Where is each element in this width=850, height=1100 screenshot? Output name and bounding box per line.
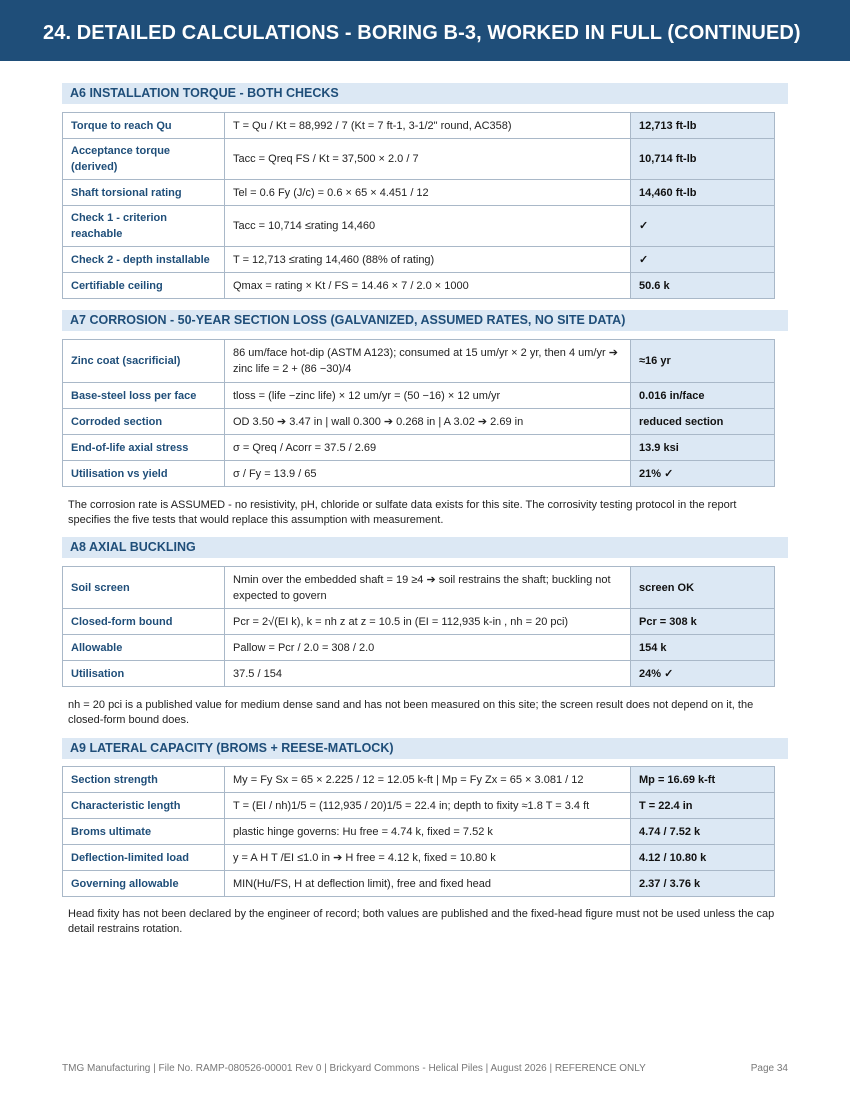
- row-result: 10,714 ft-lb: [631, 139, 775, 180]
- row-result: 2.37 / 3.76 k: [631, 871, 775, 897]
- row-label: Corroded section: [63, 409, 225, 435]
- corrosion-note: The corrosion rate is ASSUMED - no resistivity, pH, chloride or sulfate data exists for this site. The corrosivity testing protocol in the report specifies the five tests that would replace this assumption with measurement.: [68, 499, 737, 526]
- table-a7-corrosion: [62, 339, 775, 487]
- row-label: Check 2 - depth installable: [63, 247, 225, 273]
- row-result: reduced section: [631, 409, 775, 435]
- row-result: Pcr = 308 k: [631, 609, 775, 635]
- row-calculation: Pcr = 2√(EI k), k = nh z at z = 10.5 in (EI = 112,935 k-in , nh = 20 pci): [225, 609, 631, 635]
- row-label: Soil screen: [63, 567, 225, 609]
- table-row: [63, 139, 775, 180]
- table-row: [63, 180, 775, 206]
- row-calculation: 37.5 / 154: [225, 661, 631, 687]
- row-calculation: Tacc = Qreq FS / Kt = 37,500 × 2.0 / 7: [225, 139, 631, 180]
- check-mark-icon: ✓: [631, 206, 775, 247]
- row-label: Utilisation: [63, 661, 225, 687]
- table-a8-axial-buckling: [62, 566, 775, 687]
- row-calculation: plastic hinge governs: Hu free = 4.74 k, fixed = 7.52 k: [225, 819, 631, 845]
- table-row: [63, 383, 775, 409]
- row-calculation: Pallow = Pcr / 2.0 = 308 / 2.0: [225, 635, 631, 661]
- page-title: 24. DETAILED CALCULATIONS - BORING B-3, WORKED IN FULL (CONTINUED): [43, 22, 801, 44]
- buckling-note: nh = 20 pci is a published value for medium dense sand and has not been measured on this site; the screen result does not depend on it, the closed-form bound does.: [68, 699, 754, 726]
- row-calculation: T = Qu / Kt = 88,992 / 7 (Kt = 7 ft-1, 3-1/2" round, AC358): [225, 113, 631, 139]
- table-row: [63, 247, 775, 273]
- table-row: [63, 461, 775, 487]
- row-calculation: σ = Qreq / Acorr = 37.5 / 2.69: [225, 435, 631, 461]
- row-result: 14,460 ft-lb: [631, 180, 775, 206]
- table-row: [63, 845, 775, 871]
- row-result: 50.6 k: [631, 273, 775, 299]
- table-row: [63, 409, 775, 435]
- row-result: screen OK: [631, 567, 775, 609]
- table-row: [63, 340, 775, 383]
- row-calculation: My = Fy Sx = 65 × 2.225 / 12 = 12.05 k-ft | Mp = Fy Zx = 65 × 3.081 / 12: [225, 767, 631, 793]
- row-result: 12,713 ft-lb: [631, 113, 775, 139]
- table-row: [63, 567, 775, 609]
- row-result: 154 k: [631, 635, 775, 661]
- section-heading-a7: A7 CORROSION - 50-YEAR SECTION LOSS (GALVANIZED, ASSUMED RATES, NO SITE DATA): [62, 310, 788, 331]
- table-row: [63, 435, 775, 461]
- row-label: End-of-life axial stress: [63, 435, 225, 461]
- table-a9-lateral-capacity: [62, 766, 775, 897]
- table-row: [63, 767, 775, 793]
- check-mark-icon: ✓: [631, 247, 775, 273]
- section-heading-a8: A8 AXIAL BUCKLING: [62, 537, 788, 558]
- row-label: Shaft torsional rating: [63, 180, 225, 206]
- row-label: Closed-form bound: [63, 609, 225, 635]
- row-label: Acceptance torque (derived): [63, 139, 225, 180]
- row-label: Check 1 - criterion reachable: [63, 206, 225, 247]
- lateral-note: Head fixity has not been declared by the engineer of record; both values are published and the fixed-head figure must not be used unless the cap detail restrains rotation.: [68, 908, 775, 935]
- row-label: Broms ultimate: [63, 819, 225, 845]
- row-label: Section strength: [63, 767, 225, 793]
- row-result: ≈16 yr: [631, 340, 775, 383]
- row-label: Governing allowable: [63, 871, 225, 897]
- row-result: 4.12 / 10.80 k: [631, 845, 775, 871]
- row-calculation: Tacc = 10,714 ≤rating 14,460: [225, 206, 631, 247]
- table-row: [63, 113, 775, 139]
- row-calculation: σ / Fy = 13.9 / 65: [225, 461, 631, 487]
- table-row: [63, 635, 775, 661]
- row-label: Base-steel loss per face: [63, 383, 225, 409]
- table-row: [63, 661, 775, 687]
- row-calculation: 86 um/face hot-dip (ASTM A123); consumed at 15 um/yr × 2 yr, then 4 um/yr ➔ zinc life = 2 + (86 −30)/4: [225, 340, 631, 383]
- row-result: T = 22.4 in: [631, 793, 775, 819]
- row-calculation: T = 12,713 ≤rating 14,460 (88% of rating): [225, 247, 631, 273]
- table-row: [63, 793, 775, 819]
- row-label: Certifiable ceiling: [63, 273, 225, 299]
- row-label: Torque to reach Qu: [63, 113, 225, 139]
- row-result: 21% ✓: [631, 461, 775, 487]
- row-calculation: OD 3.50 ➔ 3.47 in | wall 0.300 ➔ 0.268 in | A 3.02 ➔ 2.69 in: [225, 409, 631, 435]
- section-heading-a6: A6 INSTALLATION TORQUE - BOTH CHECKS: [62, 83, 788, 104]
- section-heading-a9: A9 LATERAL CAPACITY (BROMS + REESE-MATLOCK): [62, 738, 788, 759]
- row-label: Allowable: [63, 635, 225, 661]
- row-label: Deflection-limited load: [63, 845, 225, 871]
- row-calculation: Qmax = rating × Kt / FS = 14.46 × 7 / 2.0 × 1000: [225, 273, 631, 299]
- table-row: [63, 609, 775, 635]
- row-result: Mp = 16.69 k-ft: [631, 767, 775, 793]
- row-label: Utilisation vs yield: [63, 461, 225, 487]
- row-result: 13.9 ksi: [631, 435, 775, 461]
- table-row: [63, 273, 775, 299]
- row-calculation: T = (EI / nh)1/5 = (112,935 / 20)1/5 = 22.4 in; depth to fixity ≈1.8 T = 3.4 ft: [225, 793, 631, 819]
- row-calculation: y = A H T /EI ≤1.0 in ➔ H free = 4.12 k, fixed = 10.80 k: [225, 845, 631, 871]
- row-label: Characteristic length: [63, 793, 225, 819]
- row-result: 0.016 in/face: [631, 383, 775, 409]
- table-row: [63, 819, 775, 845]
- row-result: 4.74 / 7.52 k: [631, 819, 775, 845]
- row-calculation: Tel = 0.6 Fy (J/c) = 0.6 × 65 × 4.451 / 12: [225, 180, 631, 206]
- page-footer: TMG Manufacturing | File No. RAMP-080526-00001 Rev 0 | Brickyard Commons - Helical Piles | August 2026 | REFERENCE ONLY: [62, 1063, 646, 1074]
- page-banner: [0, 0, 850, 61]
- page-number: Page 34: [750, 1063, 788, 1074]
- table-a6-installation-torque: [62, 112, 775, 299]
- row-calculation: MIN(Hu/FS, H at deflection limit), free and fixed head: [225, 871, 631, 897]
- row-calculation: Nmin over the embedded shaft = 19 ≥4 ➔ soil restrains the shaft; buckling not expected to govern: [225, 567, 631, 609]
- row-result: 24% ✓: [631, 661, 775, 687]
- table-row: [63, 871, 775, 897]
- table-row: [63, 206, 775, 247]
- row-label: Zinc coat (sacrificial): [63, 340, 225, 383]
- row-calculation: tloss = (life −zinc life) × 12 um/yr = (50 −16) × 12 um/yr: [225, 383, 631, 409]
